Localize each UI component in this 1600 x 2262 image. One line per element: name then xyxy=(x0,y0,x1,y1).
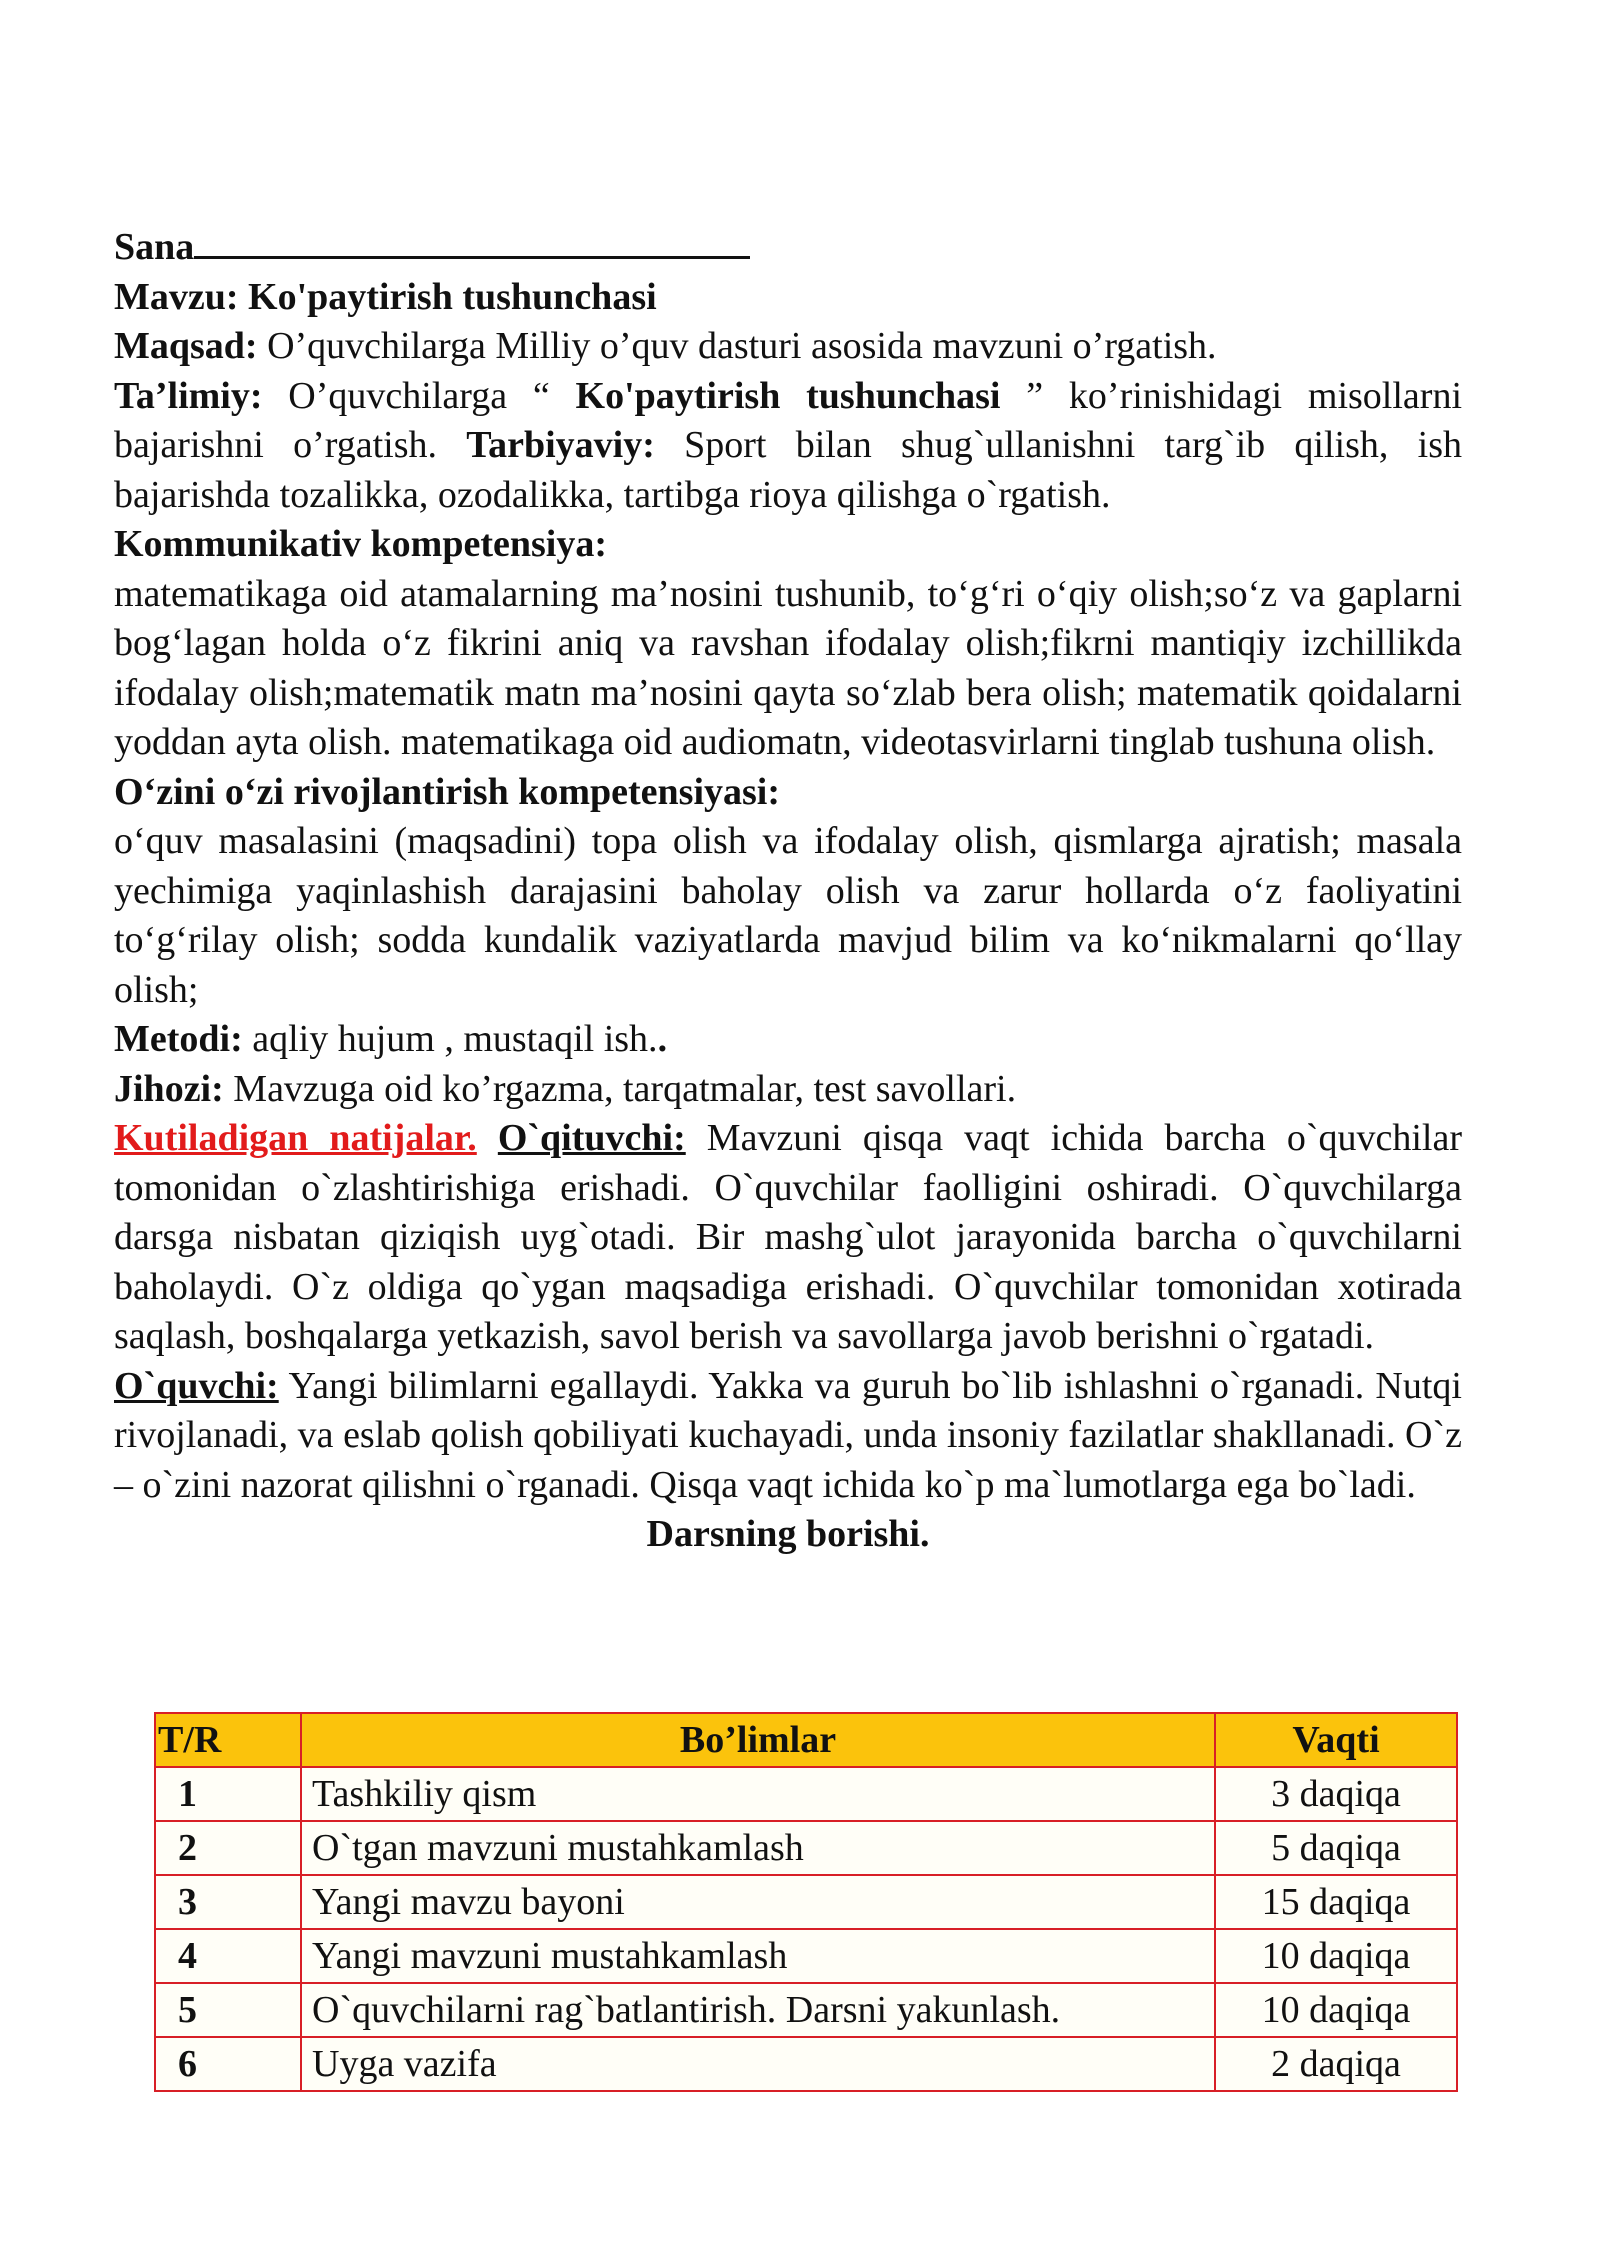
method-text: aqliy hujum , mustaqil ish. xyxy=(242,1018,658,1060)
teacher-label: O`qituvchi: xyxy=(497,1117,686,1159)
row-time: 3 daqiqa xyxy=(1215,1767,1457,1821)
self-development-heading xyxy=(114,768,1462,818)
table-row xyxy=(155,1821,1457,1875)
topic-text: Ko'paytirish tushunchasi xyxy=(248,275,657,318)
method-line xyxy=(114,1015,1462,1065)
student-outcomes xyxy=(114,1362,1462,1511)
upbringing-text: Sport bilan shug`ullanishni targ`ib qilish, ish bajarishda tozalikka, ozodalikka, tartibga rioya qilishga o`rgatish. xyxy=(114,424,1462,516)
teacher-text: Mavzuni qisqa vaqt ichida barcha o`quvchilar tomonidan o`zlashtirishiga erishadi. O`quvchilar faolligini oshiradi. O`quvchilarga darsga nisbatan qiziqish uyg`otadi. Bir mashg`ulot jarayonida barcha o`quvchilarni baholaydi. O`z oldiga qo`ygan maqsadiga erishadi. O`quvchilar tomonidan xotirada saqlash, boshqalarga yetkazish, savol berish va savollarga javob berishni o`rgatadi. xyxy=(114,1117,1462,1357)
row-section: Yangi mavzuni mustahkamlash xyxy=(301,1929,1215,1983)
educational-label: Ta’limiy: xyxy=(114,374,263,417)
self-development-text: o‘quv masalasini (maqsadini) topa olish va ifodalay olish, qismlarga ajratish; masala yechimiga yaqinlashish darajasini baholay olish va zarur hollarda o‘z faoliyatini to‘g‘rilay olish; sodda kundalik vaziyatlarda mavjud bilim va ko‘nikmalarni qo‘llay olish; xyxy=(114,820,1462,1011)
lesson-schedule-table-wrap xyxy=(154,1712,1458,2092)
row-time: 2 daqiqa xyxy=(1215,2037,1457,2091)
row-number: 4 xyxy=(155,1929,301,1983)
lesson-schedule-table xyxy=(154,1712,1458,2092)
row-section: O`tgan mavzuni mustahkamlash xyxy=(301,1821,1215,1875)
row-number: 2 xyxy=(155,1821,301,1875)
outcomes-label: Kutiladigan natijalar. xyxy=(114,1117,477,1159)
method-tail: . xyxy=(657,1018,668,1060)
teacher-outcomes xyxy=(114,1114,1462,1362)
method-label: Metodi: xyxy=(114,1018,243,1060)
row-time: 15 daqiqa xyxy=(1215,1875,1457,1929)
goal-text: O’quvchilarga Milliy o’quv dasturi asosida mavzuni o’rgatish. xyxy=(257,325,1217,367)
table-row xyxy=(155,1983,1457,2037)
equipment-label: Jihozi: xyxy=(114,1067,224,1110)
row-number: 1 xyxy=(155,1767,301,1821)
upbringing-label: Tarbiyaviy: xyxy=(466,424,655,466)
table-row xyxy=(155,2037,1457,2091)
row-section: Yangi mavzu bayoni xyxy=(301,1875,1215,1929)
row-time: 5 daqiqa xyxy=(1215,1821,1457,1875)
row-section: Uyga vazifa xyxy=(301,2037,1215,2091)
goal-label: Maqsad: xyxy=(114,325,258,367)
row-section: O`quvchilarni rag`batlantirish. Darsni yakunlash. xyxy=(301,1983,1215,2037)
row-number: 6 xyxy=(155,2037,301,2091)
row-number: 5 xyxy=(155,1983,301,2037)
educational-paragraph xyxy=(114,372,1462,521)
topic-label: Mavzu: xyxy=(114,275,239,318)
row-section: Tashkiliy qism xyxy=(301,1767,1215,1821)
table-header-row xyxy=(155,1713,1457,1767)
equipment-line xyxy=(114,1065,1462,1115)
row-time: 10 daqiqa xyxy=(1215,1983,1457,2037)
educational-post: ” ko’rinishidagi misollarni bajarishni o’rgatish. xyxy=(114,374,1463,466)
date-blank-line xyxy=(194,222,750,259)
header-number: T/R xyxy=(155,1713,301,1767)
student-label: O`quvchi: xyxy=(114,1364,279,1407)
educational-pre: O’quvchilarga “ xyxy=(262,374,576,417)
communicative-heading-text: Kommunikativ kompetensiya: xyxy=(114,523,607,565)
header-sections: Bo’limlar xyxy=(301,1713,1215,1767)
student-text: Yangi bilimlarni egallaydi. Yakka va guruh bo`lib ishlashni o`rganadi. Nutqi rivojlanadi, va eslab qolish qobiliyati kuchayadi, unda insoniy fazilatlar shakllanadi. O`z – o`zini nazorat qilishni o`rganadi. Qisqa vaqt ichida ko`p ma`lumotlarga ega bo`ladi. xyxy=(114,1364,1462,1506)
header-time: Vaqti xyxy=(1215,1713,1457,1767)
communicative-text: matematikaga oid atamalarning ma’nosini tushunib, to‘g‘ri o‘qiy olish;so‘z va gaplarni bog‘lagan holda o‘z fikrini aniq va ravshan ifodalay olish;fikrni mantiqiy izchillikda ifodalay olish;matematik matn ma’nosini qayta so‘zlab bera olish; matematik qoidalarni yoddan ayta olish. matematikaga oid audiomatn, videotasvirlarni tinglab tushuna olish. xyxy=(114,572,1462,763)
educational-topic: Ko'paytirish tushunchasi xyxy=(575,374,1001,417)
table-title: Darsning borishi. xyxy=(646,1513,930,1555)
goal-line xyxy=(114,322,1462,372)
lesson-plan-page xyxy=(114,222,1462,1560)
table-row xyxy=(155,1875,1457,1929)
row-number: 3 xyxy=(155,1875,301,1929)
communicative-heading xyxy=(114,520,1462,570)
row-time: 10 daqiqa xyxy=(1215,1929,1457,1983)
table-row xyxy=(155,1767,1457,1821)
table-row xyxy=(155,1929,1457,1983)
date-label: Sana xyxy=(114,226,195,268)
date-line xyxy=(114,222,1462,273)
topic-line xyxy=(114,273,1462,323)
self-development-heading-text: O‘zini o‘zi rivojlantirish kompetensiyasi: xyxy=(114,770,781,813)
equipment-text: Mavzuga oid ko’rgazma, tarqatmalar, test savollari. xyxy=(223,1067,1017,1110)
